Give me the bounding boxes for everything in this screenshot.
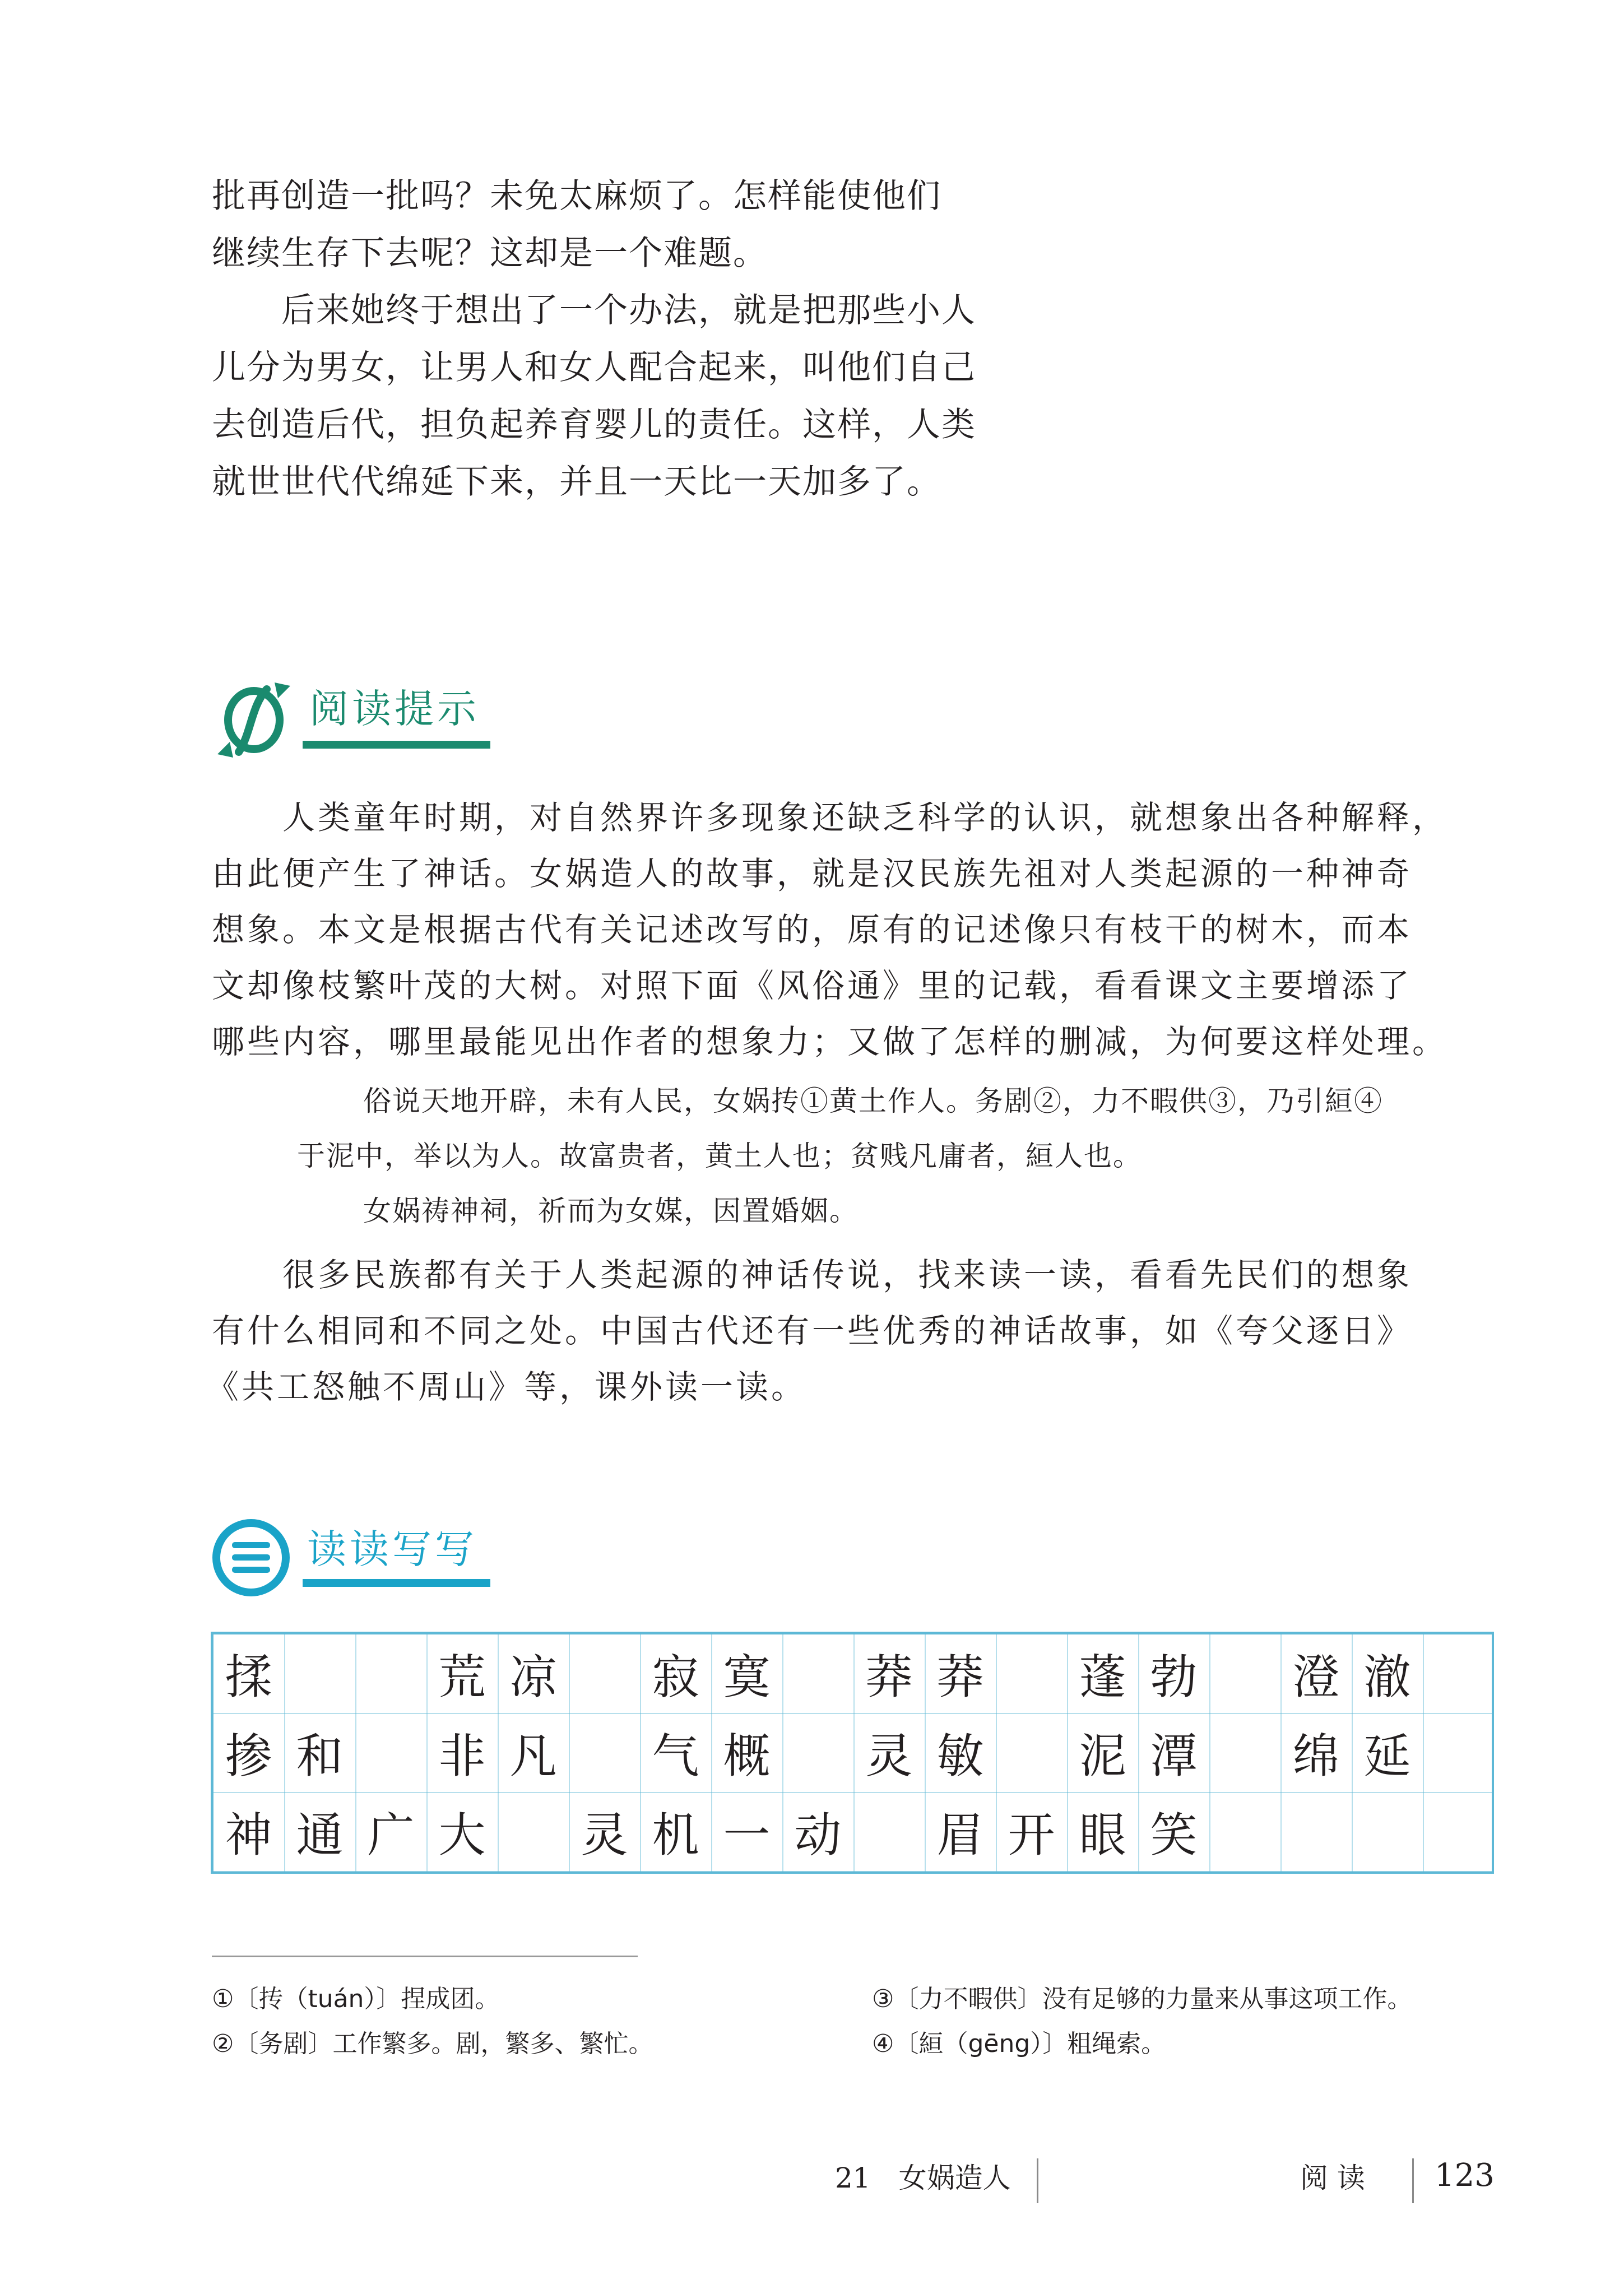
grid-cell — [1209, 1634, 1280, 1713]
grid-cell: 气 — [652, 1729, 699, 1784]
body-line: 批再创造一批吗？未免太麻烦了。怎样能使他们 — [212, 177, 941, 216]
grid-cell: 莽 — [865, 1650, 913, 1705]
footnote-divider — [212, 1956, 638, 1957]
tip-line: 《共工怒触不周山》等，课外读一读。 — [206, 1368, 807, 1406]
grid-cell: 一 — [723, 1808, 771, 1863]
grid-cell — [355, 1713, 426, 1792]
grid-cell — [355, 1634, 426, 1713]
grid-cell — [284, 1634, 355, 1713]
grid-cell — [1352, 1792, 1423, 1871]
grid-cell: 莽 — [936, 1650, 984, 1705]
tip-line: 有什么相同和不同之处。中国古代还有一些优秀的神话故事，如《夸父逐日》 — [212, 1312, 1413, 1350]
grid-cell — [782, 1634, 853, 1713]
grid-cell: 通 — [296, 1808, 344, 1863]
reading-tip-icon — [212, 678, 296, 762]
footnote: ③〔力不暇供〕没有足够的力量来从事这项工作。 — [872, 1985, 1412, 2013]
grid-cell: 揉 — [225, 1650, 272, 1705]
grid-cell: 澈 — [1363, 1650, 1411, 1705]
grid-cell: 灵 — [581, 1808, 628, 1863]
grid-cell: 寞 — [723, 1650, 771, 1705]
tip-line: 文却像枝繁叶茂的大树。对照下面《风俗通》里的记载，看看课文主要增添了 — [212, 967, 1413, 1005]
grid-cell: 眼 — [1079, 1808, 1126, 1863]
tip-line: 很多民族都有关于人类起源的神话传说，找来读一读，看看先民们的想象 — [212, 1256, 1413, 1294]
grid-cell: 开 — [1008, 1808, 1055, 1863]
grid-cell — [498, 1792, 569, 1871]
word-grid — [211, 1632, 1494, 1874]
grid-cell — [1209, 1713, 1280, 1792]
grid-cell — [1209, 1792, 1280, 1871]
grid-cell — [782, 1713, 853, 1792]
quote-line: 于泥中，举以为人。故富贵者，黄土人也；贫贱凡庸者，絙人也。 — [297, 1140, 1142, 1172]
footnote: ②〔务剧〕工作繁多。剧，繁多、繁忙。 — [212, 2030, 653, 2058]
grid-cell: 灵 — [865, 1729, 913, 1784]
grid-cell: 敏 — [936, 1729, 984, 1784]
reading-tips-title: 阅读提示 — [309, 686, 480, 732]
tip-line: 由此便产生了神话。女娲造人的故事，就是汉民族先祖对人类起源的一种神奇 — [212, 855, 1413, 893]
title-underline — [303, 741, 490, 749]
grid-cell: 非 — [438, 1729, 486, 1784]
lesson-label: 21 女娲造人 — [835, 2162, 1011, 2194]
read-write-title: 读读写写 — [307, 1526, 477, 1572]
tip-line: 人类童年时期，对自然界许多现象还缺乏科学的认识，就想象出各种解释， — [212, 798, 1448, 837]
grid-cell — [996, 1634, 1067, 1713]
body-line: 后来她终于想出了一个办法，就是把那些小人 — [212, 291, 976, 330]
grid-cell: 勃 — [1150, 1650, 1198, 1705]
body-line: 继续生存下去呢？这却是一个难题。 — [212, 234, 768, 273]
grid-cell: 延 — [1363, 1729, 1411, 1784]
grid-cell: 机 — [652, 1808, 699, 1863]
grid-cell: 大 — [438, 1808, 486, 1863]
tip-line: 想象。本文是根据古代有关记述改写的，原有的记述像只有枝干的树木，而本 — [212, 911, 1413, 949]
quote-line: 俗说天地开辟，未有人民，女娲抟①黄土作人。务剧②，力不暇供③，乃引絙④ — [363, 1085, 1383, 1117]
grid-cell — [569, 1634, 640, 1713]
grid-cell: 泥 — [1079, 1729, 1126, 1784]
body-line: 儿分为男女，让男人和女人配合起来，叫他们自己 — [212, 348, 976, 387]
grid-cell: 澄 — [1292, 1650, 1340, 1705]
tip-line: 哪些内容，哪里最能见出作者的想象力；又做了怎样的删减，为何要这样处理。 — [212, 1023, 1448, 1061]
grid-cell: 笑 — [1150, 1808, 1198, 1863]
grid-cell: 荒 — [438, 1650, 486, 1705]
grid-cell: 和 — [296, 1729, 344, 1784]
grid-cell: 神 — [225, 1808, 272, 1863]
grid-cell: 凡 — [509, 1729, 557, 1784]
grid-cell: 动 — [794, 1808, 842, 1863]
page-number: 123 — [1435, 2157, 1495, 2194]
grid-cell: 潭 — [1150, 1729, 1198, 1784]
grid-cell: 凉 — [509, 1650, 557, 1705]
grid-cell — [1280, 1792, 1352, 1871]
section-label: 阅 读 — [1300, 2162, 1365, 2194]
grid-cell: 概 — [723, 1729, 771, 1784]
grid-cell: 绵 — [1292, 1729, 1340, 1784]
quote-line: 女娲祷神祠，祈而为女媒，因置婚姻。 — [363, 1195, 859, 1227]
body-line: 就世世代代绵延下来，并且一天比一天加多了。 — [212, 462, 941, 501]
footnote: ④〔絙（gēng）〕粗绳索。 — [872, 2030, 1166, 2058]
title-underline — [303, 1579, 490, 1587]
grid-cell: 寂 — [652, 1650, 699, 1705]
body-line: 去创造后代，担负起养育婴儿的责任。这样，人类 — [212, 405, 976, 444]
grid-cell: 广 — [367, 1808, 415, 1863]
grid-cell: 眉 — [936, 1808, 984, 1863]
grid-cell: 掺 — [225, 1729, 272, 1784]
grid-cell — [569, 1713, 640, 1792]
grid-cell — [853, 1792, 925, 1871]
grid-cell: 蓬 — [1079, 1650, 1126, 1705]
grid-cell — [996, 1713, 1067, 1792]
footnote: ①〔抟（tuán）〕捏成团。 — [212, 1985, 500, 2013]
footer-divider — [1037, 2158, 1038, 2203]
menu-lines-icon — [212, 1519, 290, 1597]
footer-divider — [1412, 2158, 1414, 2203]
